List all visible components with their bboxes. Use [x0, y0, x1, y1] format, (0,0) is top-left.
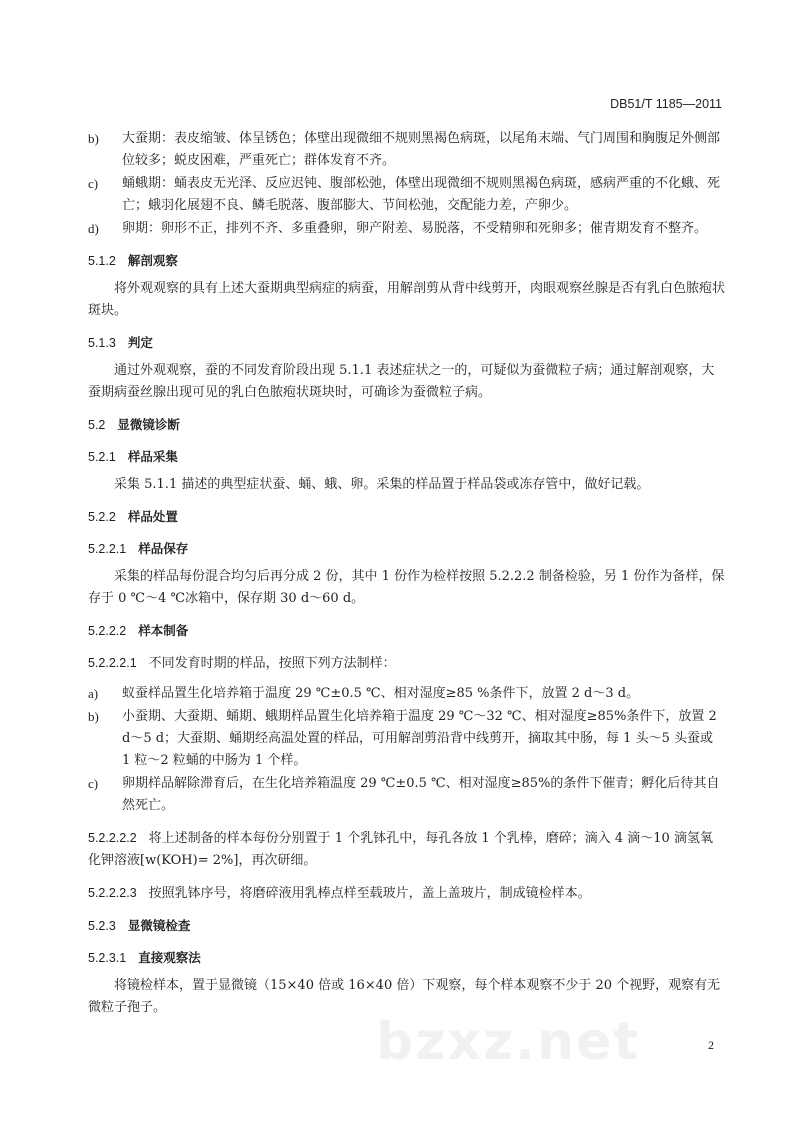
- numbered-paragraph: [88, 827, 725, 872]
- list-text: 蚁蚕样品置生化培养箱于温度 29 ℃±0.5 ℃、相对湿度≥85 %条件下，放置 2 d～3 d。: [122, 686, 640, 701]
- section-number: 5.2.2: [88, 510, 116, 524]
- page-content: [88, 128, 725, 1021]
- section-number: 5.1.2: [88, 254, 116, 268]
- section-number: 5.2.3: [88, 919, 116, 933]
- section-number: 5.2: [88, 418, 106, 432]
- clause-text: 不同发育时期的样品，按照下列方法制样：: [148, 656, 396, 671]
- section-heading: [88, 446, 725, 468]
- section-number: 5.2.3.1: [88, 951, 127, 965]
- section-title: 样品保存: [138, 542, 189, 556]
- paragraph: 采集的样品每份混合均匀后再分成 2 份，其中 1 份作为检样按照 5.2.2.2 制备检验，另 1 份作为备样，保存于 0 ℃～4 ℃冰箱中，保存期 30 d～60 d。: [88, 569, 725, 606]
- numbered-paragraph: [88, 652, 725, 675]
- section-heading: [88, 414, 725, 436]
- section-title: 解剖观察: [127, 254, 178, 268]
- clause-text: 按照乳钵序号，将磨碎液用乳棒点样至载玻片，盖上盖玻片，制成镜检样本。: [148, 886, 591, 901]
- list-item: [88, 218, 725, 240]
- clause-number: 5.2.2.2.2: [88, 831, 137, 845]
- list-item: [88, 683, 725, 705]
- section-heading: [88, 506, 725, 528]
- paragraph: 将镜检样本，置于显微镜（15×40 倍或 16×40 倍）下观察，每个样本观察不少于 20 个视野，观察有无微粒子孢子。: [88, 978, 721, 1015]
- section-title: 判定: [127, 336, 153, 350]
- list-item: [88, 128, 725, 172]
- section-heading: [88, 250, 725, 272]
- section-title: 直接观察法: [138, 951, 201, 965]
- section-number: 5.2.2.2: [88, 624, 127, 638]
- list-label: b): [88, 131, 99, 146]
- watermark: bzxz.net: [376, 1012, 641, 1072]
- list-item: [88, 706, 725, 772]
- paragraph: 采集 5.1.1 描述的典型症状蚕、蛹、蛾、卵。采集的样品置于样品袋或冻存管中，做好记载。: [114, 477, 650, 492]
- section-number: 5.2.1: [88, 450, 116, 464]
- section-number: 5.1.3: [88, 336, 116, 350]
- clause-text: 将上述制备的样本每份分别置于 1 个乳钵孔中，每孔各放 1 个乳棒，磨碎；滴入 4 滴～10 滴氢氧化钾溶液[w(KOH)= 2%]，再次研细。: [88, 831, 713, 868]
- list-text: 卵期样品解除滞育后，在生化培养箱温度 29 ℃±0.5 ℃、相对湿度≥85%的条件下催青；孵化后待其自然死亡。: [122, 776, 720, 813]
- section-title: 显微镜检查: [127, 919, 191, 933]
- list-text: 蛹蛾期：蛹表皮无光泽、反应迟钝、腹部松弛，体壁出现微细不规则黑褐色病斑，感病严重的不化蛾、死亡；蛾羽化展翅不良、鳞毛脱落、腹部膨大、节间松弛，交配能力差，产卵少。: [122, 176, 721, 213]
- list-text: 卵期：卵形不正，排列不齐、多重叠卵，卵产附差、易脱落，不受精卵和死卵多；催青期发育不整齐。: [122, 221, 708, 236]
- list-item: [88, 173, 725, 217]
- numbered-paragraph: [88, 882, 725, 905]
- section-title: 样本制备: [138, 624, 189, 638]
- section-number: 5.2.2.1: [88, 542, 127, 556]
- section-heading: [88, 947, 725, 969]
- page-number: 2: [708, 1038, 714, 1052]
- list-item: [88, 773, 725, 817]
- clause-number: 5.2.2.2.1: [88, 656, 137, 670]
- paragraph: 通过外观观察，蚕的不同发育阶段出现 5.1.1 表述症状之一的，可疑似为蚕微粒子病；通过解剖观察，大蚕期病蚕丝腺出现可见的乳白色脓疱状斑块时，可确诊为蚕微粒子病。: [88, 363, 715, 400]
- list-label: a): [88, 686, 99, 701]
- section-heading: [88, 620, 725, 642]
- section-title: 显微镜诊断: [117, 418, 180, 432]
- list-text: 小蚕期、大蚕期、蛹期、蛾期样品置生化培养箱于温度 29 ℃～32 ℃、相对湿度≥85%条件下，放置 2 d～5 d；大蚕期、蛹期经高温处置的样品，可用解剖剪沿背中线剪开，摘取其中肠，每 1 头～5 头蚕或 1 粒～2 粒蛹的中肠为 1 个样。: [122, 709, 717, 768]
- standard-code: DB51/T 1185—2011: [610, 97, 722, 111]
- clause-number: 5.2.2.2.3: [88, 886, 137, 900]
- list-text: 大蚕期：表皮缩皱、体呈锈色；体壁出现微细不规则黑褐色病斑，以尾角末端、气门周围和胸腹足外侧部位较多；蜕皮困难，严重死亡；群体发育不齐。: [122, 131, 721, 168]
- section-title: 样品处置: [127, 510, 178, 524]
- section-heading: [88, 915, 725, 937]
- section-heading: [88, 538, 725, 560]
- list-label: b): [88, 709, 99, 724]
- list-label: c): [88, 776, 99, 791]
- list-label: c): [88, 176, 99, 191]
- list-label: d): [88, 221, 99, 236]
- section-heading: [88, 332, 725, 354]
- section-title: 样品采集: [127, 450, 178, 464]
- paragraph: 将外观观察的具有上述大蚕期典型病症的病蚕，用解剖剪从背中线剪开，肉眼观察丝腺是否有乳白色脓疱状斑块。: [88, 281, 726, 318]
